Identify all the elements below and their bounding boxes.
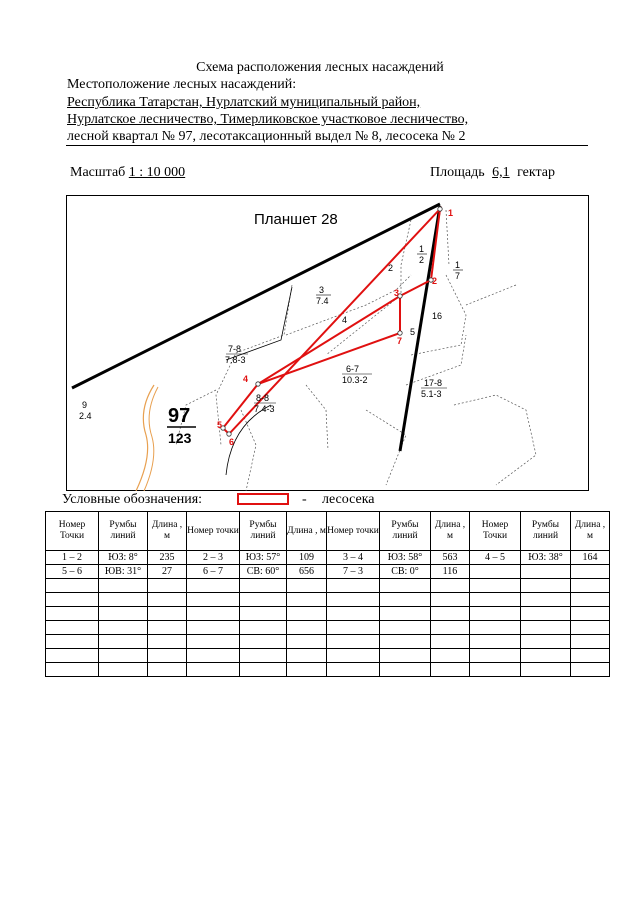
quarter-number: 97 <box>168 405 191 427</box>
legend-swatch <box>237 493 289 505</box>
parcel-1-7-top: 1 <box>455 260 461 270</box>
area-value: 6,1 <box>492 165 510 180</box>
location-line-3: лесной квартал № 97, лесотаксационный выдел № 8, лесосека № 2 <box>67 129 466 144</box>
table-cell <box>187 621 240 635</box>
table-cell <box>187 663 240 677</box>
scale-label: Масштаб <box>70 165 126 180</box>
table-cell: 4 – 5 <box>470 551 521 565</box>
table-cell: ЮЗ: 8° <box>99 551 148 565</box>
parcel-1-2-bottom: 2 <box>419 255 425 265</box>
parcel-17-8-top: 17-8 <box>424 378 443 388</box>
table-header-row <box>46 512 610 551</box>
parcel-9-top: 9 <box>82 400 88 410</box>
table-cell <box>148 593 187 607</box>
table-cell: 164 <box>571 551 610 565</box>
header-cell: Румбы линий <box>240 512 287 551</box>
table-cell <box>240 663 287 677</box>
parcel-6-7-top: 6-7 <box>346 364 360 374</box>
table-cell <box>327 593 380 607</box>
table-cell <box>571 565 610 579</box>
table-cell: 27 <box>148 565 187 579</box>
table-cell <box>380 593 431 607</box>
table-cell <box>380 649 431 663</box>
table-cell <box>99 649 148 663</box>
table-cell <box>327 649 380 663</box>
table-cell <box>521 663 571 677</box>
table-cell <box>46 621 99 635</box>
table-cell <box>327 663 380 677</box>
point-label-7: 7 <box>397 336 403 346</box>
table-cell: СВ: 0° <box>380 565 431 579</box>
table-cell <box>380 635 431 649</box>
table-cell <box>148 579 187 593</box>
table-cell <box>287 649 327 663</box>
table-cell <box>571 607 610 621</box>
table-cell <box>470 565 521 579</box>
point-marker-4 <box>256 382 260 386</box>
table-cell <box>470 593 521 607</box>
table-cell <box>99 663 148 677</box>
parcel-8-8-top: 8-8 <box>256 393 270 403</box>
point-label-1: 1 <box>448 208 454 218</box>
table-cell <box>240 593 287 607</box>
table-cell <box>287 607 327 621</box>
table-cell <box>571 579 610 593</box>
table-cell: ЮЗ: 57° <box>240 551 287 565</box>
table-cell <box>521 579 571 593</box>
table-cell <box>431 649 470 663</box>
parcel-6-7-bottom: 10.3-2 <box>342 375 368 385</box>
parcel-label-2: 2 <box>388 263 394 273</box>
table-cell <box>287 635 327 649</box>
quarter-sub: 123 <box>168 430 192 446</box>
table-row <box>46 579 610 593</box>
point-label-4: 4 <box>243 374 249 384</box>
header-cell: Румбы линий <box>521 512 571 551</box>
table-row <box>46 649 610 663</box>
table-cell: СВ: 60° <box>240 565 287 579</box>
table-cell <box>521 565 571 579</box>
document-title: Схема расположения лесных насаждений <box>196 60 444 75</box>
legend-label: Условные обозначения: <box>62 492 203 507</box>
legend-item: лесосека <box>322 492 375 507</box>
table-row <box>46 551 610 565</box>
table-cell <box>46 593 99 607</box>
table-cell <box>431 579 470 593</box>
header-cell: Номер Точки <box>470 512 521 551</box>
point-marker-7 <box>398 331 402 335</box>
table-cell <box>187 649 240 663</box>
table-cell <box>327 621 380 635</box>
table-cell: 235 <box>148 551 187 565</box>
header-cell: Румбы линий <box>99 512 148 551</box>
table-cell <box>46 663 99 677</box>
table-cell <box>521 621 571 635</box>
parcel-3-bottom: 7.4 <box>316 296 329 306</box>
table-row <box>46 565 610 579</box>
table-cell: ЮЗ: 38° <box>521 551 571 565</box>
point-label-6: 6 <box>229 437 235 447</box>
table-cell <box>240 649 287 663</box>
legend-dash: - <box>302 492 307 507</box>
parcel-3-top: 3 <box>319 285 325 295</box>
table-cell <box>380 621 431 635</box>
table-cell <box>187 607 240 621</box>
table-cell <box>470 663 521 677</box>
scale-line <box>70 165 185 181</box>
quarter-boundary-north <box>72 204 443 388</box>
parcel-1-2-top: 1 <box>419 244 425 254</box>
table-cell <box>148 621 187 635</box>
table-cell <box>470 621 521 635</box>
table-cell <box>431 663 470 677</box>
sheet-label: Планшет 28 <box>254 211 338 228</box>
location-label: Местоположение лесных насаждений: <box>67 77 297 92</box>
point-marker-6 <box>227 432 231 436</box>
table-cell <box>99 607 148 621</box>
table-cell <box>240 621 287 635</box>
scale-value: 1 : 10 000 <box>128 165 186 180</box>
table-cell <box>470 635 521 649</box>
stream-line <box>136 385 154 491</box>
table-cell <box>380 579 431 593</box>
table-cell <box>470 607 521 621</box>
table-cell <box>380 607 431 621</box>
table-cell <box>431 621 470 635</box>
survey-table <box>45 511 610 677</box>
table-cell <box>99 621 148 635</box>
table-cell: 7 – 3 <box>327 565 380 579</box>
table-cell <box>187 635 240 649</box>
table-body <box>46 551 610 677</box>
table-cell <box>240 579 287 593</box>
parcel-8-8-bottom: 7.4-3 <box>254 404 275 414</box>
area-label: Площадь <box>430 165 485 180</box>
table-cell: 109 <box>287 551 327 565</box>
table-cell <box>521 635 571 649</box>
table-cell: 1 – 2 <box>46 551 99 565</box>
parcel-9-bottom: 2.4 <box>79 411 92 421</box>
table-cell <box>46 649 99 663</box>
table-cell <box>287 579 327 593</box>
table-cell <box>571 663 610 677</box>
table-cell <box>148 663 187 677</box>
table-cell <box>571 635 610 649</box>
header-cell: Длина , м <box>287 512 327 551</box>
area-unit: гектар <box>517 165 556 180</box>
table-cell <box>99 635 148 649</box>
table-cell <box>470 579 521 593</box>
parcel-label-5: 5 <box>410 327 416 337</box>
table-cell: ЮВ: 31° <box>99 565 148 579</box>
point-marker-1 <box>438 207 442 211</box>
table-cell <box>571 593 610 607</box>
table-cell: 116 <box>431 565 470 579</box>
table-cell <box>148 635 187 649</box>
table-cell: 2 – 3 <box>187 551 240 565</box>
table-row <box>46 635 610 649</box>
point-labels <box>217 208 453 447</box>
table-cell: 563 <box>431 551 470 565</box>
table-cell <box>148 649 187 663</box>
forest-map <box>66 195 589 491</box>
point-label-5: 5 <box>217 420 223 430</box>
table-cell <box>240 607 287 621</box>
table-cell <box>431 593 470 607</box>
table-cell: 5 – 6 <box>46 565 99 579</box>
table-row <box>46 607 610 621</box>
table-cell <box>46 579 99 593</box>
point-label-2: 2 <box>432 276 438 286</box>
table-cell <box>46 635 99 649</box>
table-cell <box>327 579 380 593</box>
table-cell <box>327 635 380 649</box>
table-row <box>46 593 610 607</box>
table-cell: 3 – 4 <box>327 551 380 565</box>
location-line-2: Нурлатское лесничество, Тимерликовское участковое лесничество, <box>67 112 469 127</box>
header-cell: Длина , м <box>431 512 470 551</box>
table-cell <box>46 607 99 621</box>
table-row <box>46 621 610 635</box>
header-rule <box>66 145 588 146</box>
table-cell: ЮЗ: 58° <box>380 551 431 565</box>
location-line-1: Республика Татарстан, Нурлатский муниципальный район, <box>67 95 421 110</box>
area-line <box>430 165 555 181</box>
point-label-3: 3 <box>394 288 400 298</box>
header-cell: Длина , м <box>148 512 187 551</box>
parcel-1-7-bottom: 7 <box>455 271 461 281</box>
table-cell <box>327 607 380 621</box>
parcel-label-16: 16 <box>432 311 443 321</box>
table-cell <box>148 607 187 621</box>
header-cell: Номер Точки <box>46 512 99 551</box>
table-cell <box>431 607 470 621</box>
parcel-labels <box>79 244 463 421</box>
table-cell <box>571 621 610 635</box>
table-cell <box>187 593 240 607</box>
header-cell: Номер точки <box>327 512 380 551</box>
header-cell: Длина , м <box>571 512 610 551</box>
table-cell <box>470 649 521 663</box>
table-cell <box>571 649 610 663</box>
quarter-boundary-east <box>400 206 443 451</box>
parcel-7-8-top: 7-8 <box>228 344 242 354</box>
parcel-label-4: 4 <box>342 315 348 325</box>
table-row <box>46 663 610 677</box>
table-cell: 6 – 7 <box>187 565 240 579</box>
table-cell <box>187 579 240 593</box>
header-cell: Румбы линий <box>380 512 431 551</box>
header-cell: Номер точки <box>187 512 240 551</box>
table-cell <box>240 635 287 649</box>
table-cell: 656 <box>287 565 327 579</box>
table-cell <box>287 621 327 635</box>
table-cell <box>99 593 148 607</box>
table-cell <box>521 649 571 663</box>
table-cell <box>99 579 148 593</box>
table-cell <box>287 663 327 677</box>
table-cell <box>521 607 571 621</box>
parcel-17-8-bottom: 5.1-3 <box>421 389 442 399</box>
parcel-7-8-bottom: 7.8-3 <box>225 355 246 365</box>
table-cell <box>521 593 571 607</box>
table-cell <box>287 593 327 607</box>
table-cell <box>431 635 470 649</box>
table-cell <box>380 663 431 677</box>
